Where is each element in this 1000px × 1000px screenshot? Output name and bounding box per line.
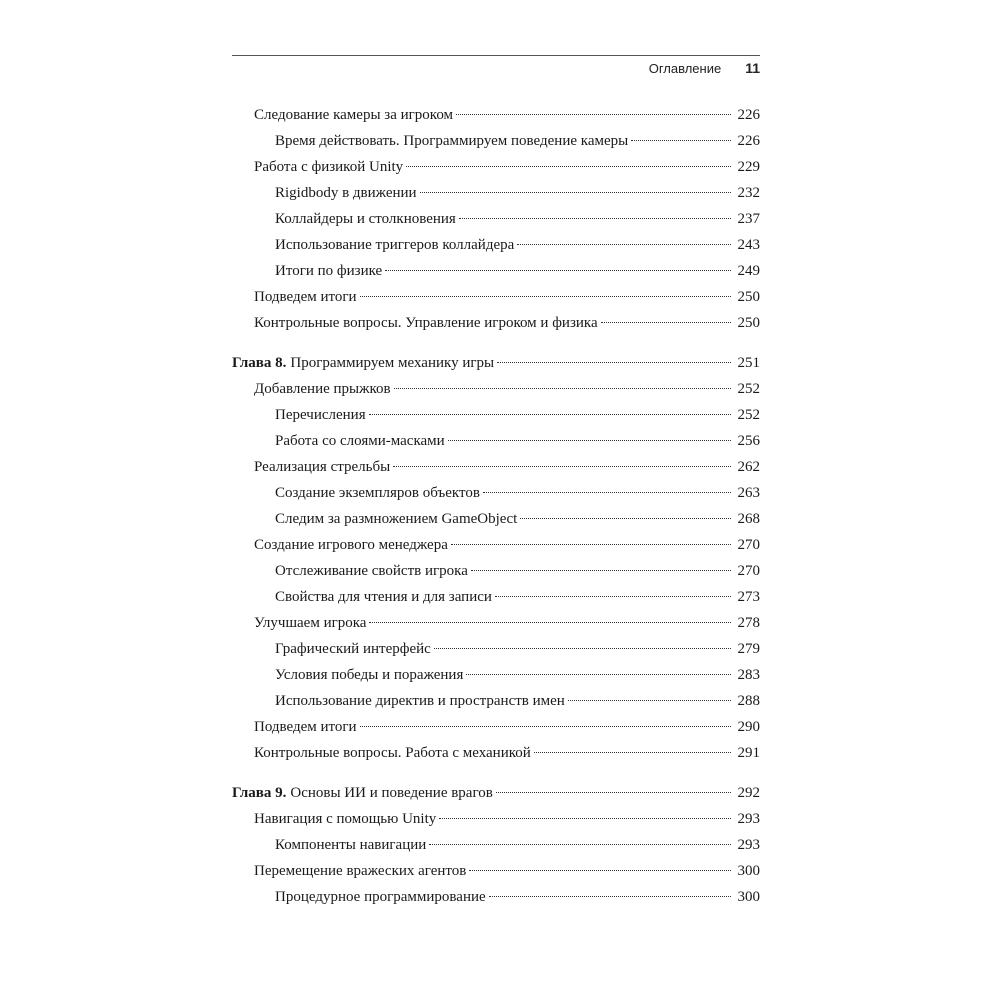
toc-page-number: 279 (737, 641, 760, 657)
toc-entry (232, 232, 760, 258)
toc-entry-title (254, 310, 598, 336)
toc-entry-title (275, 832, 426, 858)
toc-entry (232, 884, 760, 910)
toc-entry-title (254, 454, 390, 480)
toc-entry-title (232, 780, 493, 806)
toc-entry-title (275, 688, 565, 714)
dot-leader (601, 322, 731, 323)
toc-page-number: 270 (737, 563, 760, 579)
toc-entry (232, 284, 760, 310)
toc-page-number: 300 (737, 863, 760, 879)
toc-page-number: 293 (737, 837, 760, 853)
toc-chapter-entry (232, 350, 760, 376)
toc-page-number: 249 (737, 263, 760, 279)
dot-leader (469, 870, 731, 871)
chapter-number: Глава 9. (232, 785, 287, 801)
toc-entry (232, 662, 760, 688)
toc-entry-text: Подведем итоги (254, 289, 357, 305)
toc-entry-title (232, 350, 494, 376)
toc-page-number: 300 (737, 889, 760, 905)
toc-entry-title (275, 558, 468, 584)
toc-entry-text: Добавление прыжков (254, 381, 391, 397)
toc-page-number: 243 (737, 237, 760, 253)
toc-entry-title (254, 714, 357, 740)
dot-leader (448, 440, 731, 441)
toc-entry (232, 102, 760, 128)
toc-entry-title (254, 610, 366, 636)
toc-entry (232, 688, 760, 714)
toc-entry-text: Rigidbody в движении (275, 185, 417, 201)
toc-entry (232, 714, 760, 740)
toc-entry (232, 206, 760, 232)
dot-leader (459, 218, 731, 219)
toc-entry (232, 402, 760, 428)
toc-entry-text: Создание игрового менеджера (254, 537, 448, 553)
dot-leader (451, 544, 731, 545)
dot-leader (394, 388, 731, 389)
dot-leader (489, 896, 731, 897)
toc-page-number: 263 (737, 485, 760, 501)
toc-entry (232, 428, 760, 454)
toc-entry (232, 558, 760, 584)
dot-leader (420, 192, 731, 193)
dot-leader (534, 752, 731, 753)
toc-entry-text: Контрольные вопросы. Работа с механикой (254, 745, 531, 761)
toc-chapter-entry (232, 780, 760, 806)
dot-leader (466, 674, 731, 675)
dot-leader (517, 244, 731, 245)
toc-page-number: 252 (737, 407, 760, 423)
toc-entry-title (275, 206, 456, 232)
toc-entry-title (254, 102, 453, 128)
toc-entry-title (275, 884, 486, 910)
toc-page-number: 237 (737, 211, 760, 227)
toc-page-number: 226 (737, 107, 760, 123)
toc-entry-title (275, 662, 463, 688)
toc-entry-text: Программируем механику игры (290, 355, 495, 371)
toc-page-number: 273 (737, 589, 760, 605)
toc-entry (232, 740, 760, 766)
toc-entry-title (275, 480, 480, 506)
toc-entry-text: Использование триггеров коллайдера (275, 237, 515, 253)
toc-entry-title (275, 584, 492, 610)
toc-entry-title (275, 506, 517, 532)
toc-entry (232, 154, 760, 180)
toc-entry-text: Основы ИИ и поведение врагов (290, 785, 493, 801)
toc-entry-title (275, 636, 431, 662)
toc-page-number: 291 (737, 745, 760, 761)
toc-entry-title (275, 258, 382, 284)
toc-entry (232, 180, 760, 206)
toc-entry (232, 454, 760, 480)
running-head (649, 60, 760, 80)
toc-page-number: 270 (737, 537, 760, 553)
toc-entry-text: Улучшаем игрока (254, 615, 367, 631)
toc-page-number: 292 (737, 785, 760, 801)
dot-leader (406, 166, 731, 167)
toc-entry (232, 610, 760, 636)
toc-page-number: 229 (737, 159, 760, 175)
toc-entry-text: Следование камеры за игроком (254, 107, 454, 123)
toc-entry (232, 258, 760, 284)
dot-leader (471, 570, 731, 571)
toc-entry-text: Использование директив и пространств имен (275, 693, 565, 709)
toc-entry-text: Отслеживание свойств игрока (275, 563, 468, 579)
dot-leader (497, 362, 731, 363)
toc-entry-title (254, 806, 436, 832)
toc-entry-text: Графический интерфейс (275, 641, 431, 657)
toc-entry-title (254, 154, 403, 180)
dot-leader (568, 700, 731, 701)
toc-entry-text: Коллайдеры и столкновения (275, 211, 456, 227)
toc-entry-text: Перемещение вражеских агентов (254, 863, 467, 879)
toc-entry (232, 832, 760, 858)
toc-entry-title (254, 376, 391, 402)
toc-entry-text: Реализация стрельбы (254, 459, 391, 475)
toc-entry-title (275, 402, 366, 428)
dot-leader (369, 414, 731, 415)
toc-entry-title (275, 128, 628, 154)
dot-leader (434, 648, 731, 649)
dot-leader (429, 844, 731, 845)
toc-entry-title (275, 180, 417, 206)
running-head-section: Оглавление (648, 61, 722, 76)
toc-page-number: 250 (737, 315, 760, 331)
toc-page-number: 283 (737, 667, 760, 683)
dot-leader (496, 792, 731, 793)
table-of-contents (232, 102, 760, 910)
toc-entry-text: Свойства для чтения и для записи (275, 589, 492, 605)
toc-entry-text: Работа со слоями-масками (275, 433, 445, 449)
toc-entry-text: Создание экземпляров объектов (275, 485, 480, 501)
toc-entry-title (275, 428, 445, 454)
dot-leader (369, 622, 731, 623)
header-rule (232, 55, 760, 56)
dot-leader (393, 466, 731, 467)
toc-entry-title (254, 858, 466, 884)
toc-entry-title (254, 532, 448, 558)
dot-leader (360, 296, 731, 297)
toc-entry (232, 858, 760, 884)
toc-entry-text: Перечисления (275, 407, 366, 423)
dot-leader (439, 818, 731, 819)
toc-entry (232, 480, 760, 506)
toc-page-number: 226 (737, 133, 760, 149)
dot-leader (385, 270, 731, 271)
toc-entry-title (275, 232, 514, 258)
toc-entry-text: Итоги по физике (275, 263, 383, 279)
toc-entry (232, 636, 760, 662)
toc-page-number: 262 (737, 459, 760, 475)
toc-entry (232, 506, 760, 532)
chapter-number: Глава 8. (232, 355, 287, 371)
toc-entry-text: Навигация с помощью Unity (254, 811, 437, 827)
toc-page-number: 252 (737, 381, 760, 397)
toc-page-number: 251 (737, 355, 760, 371)
toc-entry (232, 806, 760, 832)
dot-leader (483, 492, 731, 493)
dot-leader (520, 518, 731, 519)
toc-page-number: 250 (737, 289, 760, 305)
toc-page-number: 268 (737, 511, 760, 527)
toc-entry (232, 310, 760, 336)
toc-entry (232, 532, 760, 558)
dot-leader (631, 140, 731, 141)
toc-entry-text: Условия победы и поражения (275, 667, 464, 683)
toc-page-number: 288 (737, 693, 760, 709)
toc-page-number: 293 (737, 811, 760, 827)
toc-entry (232, 128, 760, 154)
toc-entry-text: Контрольные вопросы. Управление игроком и физика (254, 315, 598, 331)
toc-entry-text: Время действовать. Программируем поведение камеры (275, 133, 629, 149)
toc-page-number: 232 (737, 185, 760, 201)
page-number: 11 (745, 60, 760, 76)
toc-entry-text: Процедурное программирование (275, 889, 486, 905)
toc-entry-title (254, 284, 357, 310)
toc-entry (232, 376, 760, 402)
toc-entry-text: Работа с физикой Unity (254, 159, 404, 175)
dot-leader (456, 114, 731, 115)
toc-page-number: 256 (737, 433, 760, 449)
toc-entry-text: Компоненты навигации (275, 837, 427, 853)
toc-page-number: 278 (737, 615, 760, 631)
toc-entry-text: Подведем итоги (254, 719, 357, 735)
toc-entry-text: Следим за размножением GameObject (275, 511, 518, 527)
dot-leader (495, 596, 731, 597)
toc-page-number: 290 (737, 719, 760, 735)
dot-leader (360, 726, 731, 727)
toc-entry (232, 584, 760, 610)
toc-entry-title (254, 740, 531, 766)
